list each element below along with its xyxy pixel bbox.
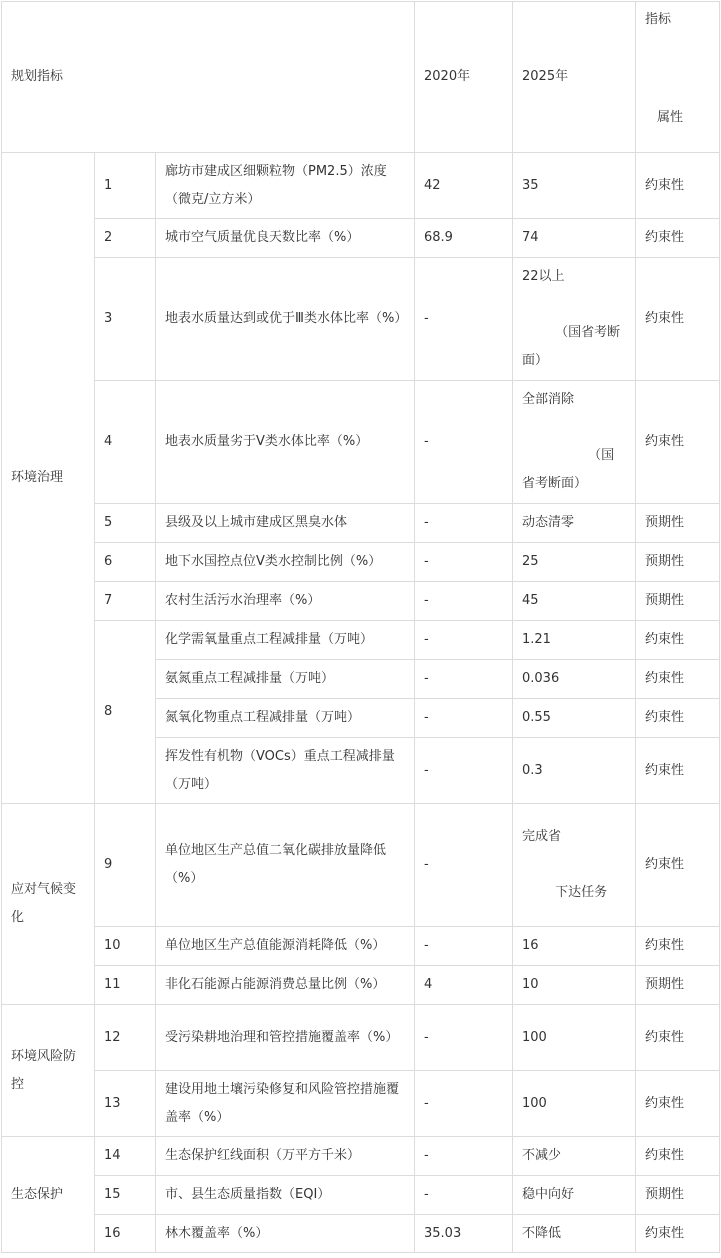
row-indicator-name: 非化石能源占能源消费总量比例（%） (156, 966, 415, 1005)
row-value-2020: 35.03 (415, 1215, 513, 1253)
row-value-2025: 35 (513, 153, 636, 219)
table-row (2, 504, 720, 543)
table-row (2, 582, 720, 621)
row-indicator-name: 县级及以上城市建成区黑臭水体 (156, 504, 415, 543)
row-attribute: 预期性 (636, 966, 720, 1005)
row-attribute: 约束性 (636, 381, 720, 504)
row-indicator-name: 挥发性有机物（VOCs）重点工程减排量（万吨） (156, 738, 415, 804)
table-row (2, 1137, 720, 1176)
row-attribute: 预期性 (636, 1176, 720, 1215)
row-value-2025: 22以上 （国省考断面） (513, 258, 636, 381)
row-indicator-name: 受污染耕地治理和管控措施覆盖率（%） (156, 1005, 415, 1071)
table-row (2, 258, 720, 381)
row-attribute: 预期性 (636, 504, 720, 543)
table-row (2, 621, 720, 660)
row-number: 1 (95, 153, 156, 219)
row-indicator-name: 建设用地土壤污染修复和风险管控措施覆盖率（%） (156, 1071, 415, 1137)
row-indicator-name: 化学需氧量重点工程减排量（万吨） (156, 621, 415, 660)
category-cell: 环境风险防控 (2, 1005, 95, 1137)
row-value-2025: 稳中向好 (513, 1176, 636, 1215)
planning-indicator-table (1, 1, 720, 1253)
row-value-2025: 100 (513, 1071, 636, 1137)
row-value-2025: 0.3 (513, 738, 636, 804)
table-row (2, 1176, 720, 1215)
row-number: 10 (95, 927, 156, 966)
row-indicator-name: 生态保护红线面积（万平方千米） (156, 1137, 415, 1176)
row-value-2020: - (415, 621, 513, 660)
row-indicator-name: 林木覆盖率（%） (156, 1215, 415, 1253)
row-attribute: 预期性 (636, 543, 720, 582)
row-value-2020: - (415, 1071, 513, 1137)
table-row (2, 1005, 720, 1071)
row-number: 11 (95, 966, 156, 1005)
row-value-2025: 10 (513, 966, 636, 1005)
category-cell: 生态保护 (2, 1137, 95, 1253)
row-value-2025: 不降低 (513, 1215, 636, 1253)
row-indicator-name: 地表水质量达到或优于Ⅲ类水体比率（%） (156, 258, 415, 381)
header-year-2020: 2020年 (415, 2, 513, 153)
category-cell: 环境治理 (2, 153, 95, 804)
table-row (2, 153, 720, 219)
row-indicator-name: 地下水国控点位Ⅴ类水控制比例（%） (156, 543, 415, 582)
row-indicator-name: 城市空气质量优良天数比率（%） (156, 219, 415, 258)
row-value-2025: 完成省 下达任务 (513, 804, 636, 927)
row-number: 9 (95, 804, 156, 927)
table-row (2, 381, 720, 504)
row-attribute: 约束性 (636, 738, 720, 804)
row-number: 3 (95, 258, 156, 381)
table-row (2, 1215, 720, 1253)
row-number: 7 (95, 582, 156, 621)
row-indicator-name: 地表水质量劣于Ⅴ类水体比率（%） (156, 381, 415, 504)
row-number: 6 (95, 543, 156, 582)
row-attribute: 约束性 (636, 1071, 720, 1137)
table-row (2, 219, 720, 258)
row-value-2020: - (415, 699, 513, 738)
row-value-2020: - (415, 1137, 513, 1176)
table-row (2, 1071, 720, 1137)
table-row (2, 927, 720, 966)
row-value-2025: 不减少 (513, 1137, 636, 1176)
row-number: 12 (95, 1005, 156, 1071)
row-value-2020: 4 (415, 966, 513, 1005)
row-value-2020: - (415, 504, 513, 543)
table-row (2, 966, 720, 1005)
row-attribute: 约束性 (636, 1005, 720, 1071)
row-indicator-name: 农村生活污水治理率（%） (156, 582, 415, 621)
row-number: 8 (95, 621, 156, 804)
row-value-2020: - (415, 582, 513, 621)
row-attribute: 约束性 (636, 660, 720, 699)
row-value-2025: 16 (513, 927, 636, 966)
row-attribute: 约束性 (636, 621, 720, 660)
row-value-2020: - (415, 1005, 513, 1071)
row-value-2025: 74 (513, 219, 636, 258)
row-indicator-name: 市、县生态质量指数（EQI） (156, 1176, 415, 1215)
row-value-2025: 0.55 (513, 699, 636, 738)
row-attribute: 约束性 (636, 699, 720, 738)
row-number: 16 (95, 1215, 156, 1253)
row-indicator-name: 氮氧化物重点工程减排量（万吨） (156, 699, 415, 738)
row-number: 4 (95, 381, 156, 504)
row-attribute: 约束性 (636, 804, 720, 927)
row-value-2020: - (415, 543, 513, 582)
row-value-2025: 1.21 (513, 621, 636, 660)
row-value-2025: 45 (513, 582, 636, 621)
row-attribute: 约束性 (636, 153, 720, 219)
row-value-2020: - (415, 804, 513, 927)
row-attribute: 约束性 (636, 219, 720, 258)
row-value-2020: - (415, 258, 513, 381)
row-value-2025: 0.036 (513, 660, 636, 699)
row-indicator-name: 单位地区生产总值能源消耗降低（%） (156, 927, 415, 966)
row-attribute: 约束性 (636, 1215, 720, 1253)
row-value-2025: 动态清零 (513, 504, 636, 543)
row-attribute: 约束性 (636, 1137, 720, 1176)
row-value-2020: - (415, 1176, 513, 1215)
row-value-2020: - (415, 738, 513, 804)
row-indicator-name: 单位地区生产总值二氧化碳排放量降低（%） (156, 804, 415, 927)
header-year-2025: 2025年 (513, 2, 636, 153)
row-number: 2 (95, 219, 156, 258)
table-row (2, 543, 720, 582)
category-cell: 应对气候变化 (2, 804, 95, 1005)
row-indicator-name: 廊坊市建成区细颗粒物（PM2.5）浓度（微克/立方米） (156, 153, 415, 219)
row-number: 14 (95, 1137, 156, 1176)
header-attribute (636, 2, 720, 153)
header-attribute-line1: 指标 (645, 12, 672, 27)
row-attribute: 约束性 (636, 258, 720, 381)
header-indicator: 规划指标 (2, 2, 415, 153)
table-row (2, 804, 720, 927)
row-attribute: 约束性 (636, 927, 720, 966)
header-attribute-line2: 属性 (657, 110, 684, 125)
row-number: 15 (95, 1176, 156, 1215)
row-value-2020: 68.9 (415, 219, 513, 258)
row-value-2025: 100 (513, 1005, 636, 1071)
row-value-2025: 25 (513, 543, 636, 582)
row-value-2020: 42 (415, 153, 513, 219)
row-attribute: 预期性 (636, 582, 720, 621)
row-value-2020: - (415, 927, 513, 966)
row-indicator-name: 氨氮重点工程减排量（万吨） (156, 660, 415, 699)
row-value-2020: - (415, 660, 513, 699)
row-value-2025: 全部消除 （国省考断面） (513, 381, 636, 504)
row-value-2020: - (415, 381, 513, 504)
table-header-row (2, 2, 720, 153)
row-number: 5 (95, 504, 156, 543)
row-number: 13 (95, 1071, 156, 1137)
